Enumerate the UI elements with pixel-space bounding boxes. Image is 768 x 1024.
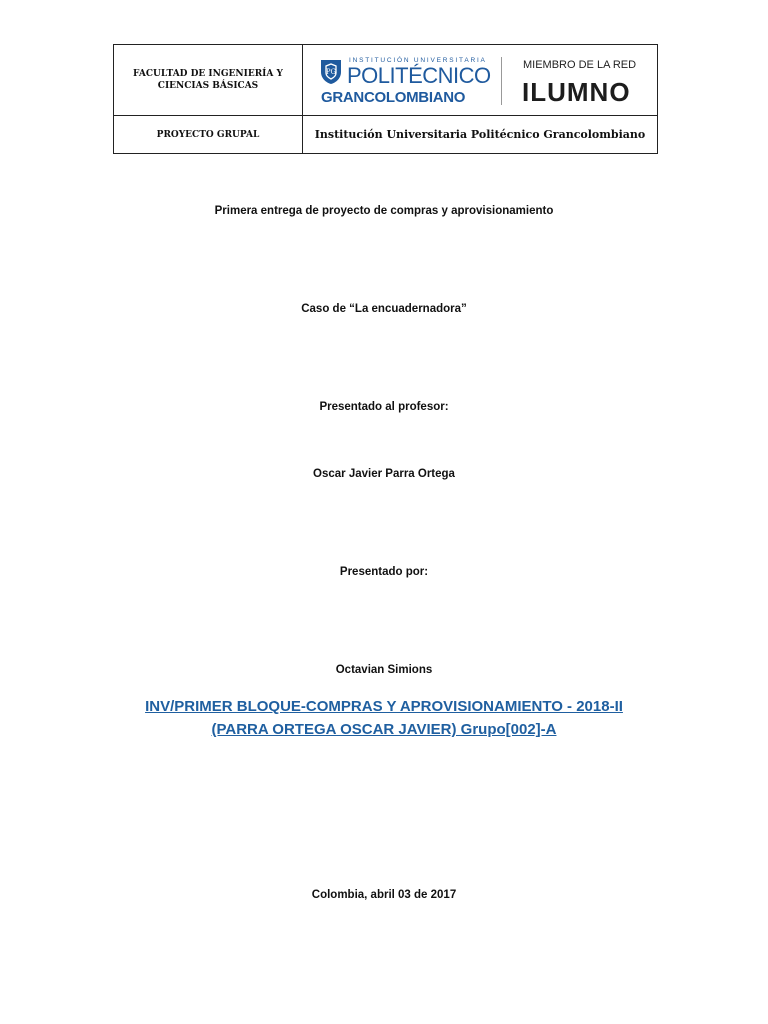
case-title: Caso de “La encuadernadora”: [301, 303, 467, 315]
logo-cell: [303, 45, 657, 116]
institution-logo: [303, 45, 657, 116]
student-name: Octavian Simions: [335, 664, 433, 676]
project-cell: [114, 116, 303, 153]
logo-name-bottom: GRANCOLOMBIANO: [321, 89, 466, 106]
network-logo: ILUMNO: [522, 77, 631, 107]
faculty-line-2: CIENCIAS BÁSICAS: [157, 81, 259, 91]
professor-name: Oscar Javier Parra Ortega: [313, 468, 455, 480]
presented-to-label: Presentado al profesor:: [319, 401, 449, 413]
course-link-line-1[interactable]: INV/PRIMER BLOQUE-COMPRAS Y APROVISIONAMIENTO - 2018-II: [145, 698, 623, 715]
course-link[interactable]: [80, 695, 688, 741]
institution-cell: [303, 116, 657, 153]
faculty-line-1: FACULTAD DE INGENIERÍA Y: [133, 69, 283, 79]
svg-text:PG: PG: [325, 68, 337, 76]
header-table: [113, 44, 658, 154]
subject-line: Primera entrega de proyecto de compras y aprovisionamiento: [214, 205, 554, 217]
logo-name-top: POLITÉCNICO: [347, 63, 491, 88]
institution-name: Institución Universitaria Politécnico Grancolombiano: [314, 128, 646, 141]
project-label: PROYECTO GRUPAL: [156, 129, 260, 140]
presented-by-label: Presentado por:: [339, 566, 429, 578]
member-caption: MIEMBRO DE LA RED: [523, 59, 637, 71]
course-link-line-2[interactable]: (PARRA ORTEGA OSCAR JAVIER) Grupo[002]-A: [211, 721, 557, 738]
logo-small-caption: INSTITUCIÓN UNIVERSITARIA: [349, 57, 487, 64]
faculty-cell: [114, 45, 303, 116]
shield-crest-icon: [320, 59, 342, 85]
place-date: Colombia, abril 03 de 2017: [311, 889, 457, 901]
logo-divider: [501, 57, 502, 105]
